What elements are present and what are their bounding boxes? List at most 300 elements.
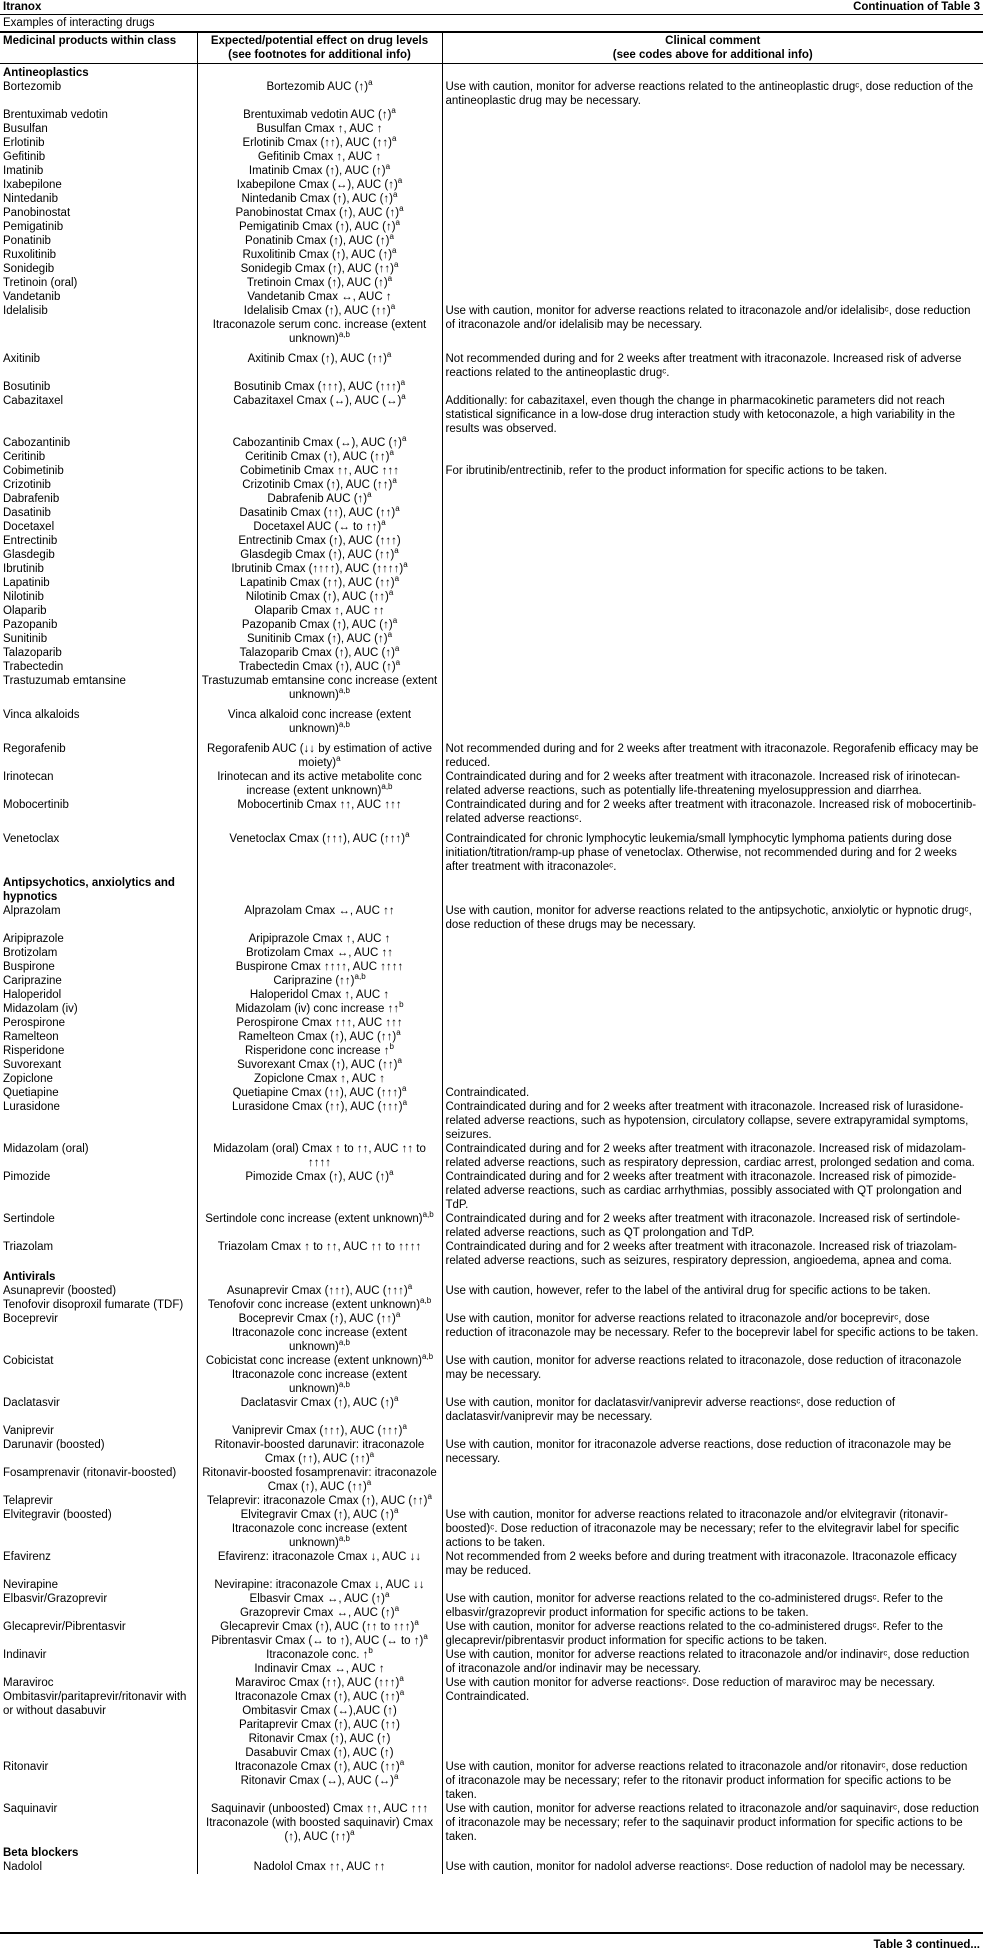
- table-row: [0, 1170, 983, 1212]
- footnote-marker: a: [392, 246, 397, 256]
- drug-name: Darunavir (boosted): [3, 1439, 105, 1451]
- effect-cell: [197, 1424, 442, 1438]
- effect-cell: [197, 1312, 442, 1354]
- effect-cell: [197, 304, 442, 352]
- clinical-comment: [442, 674, 983, 708]
- table-row: [0, 590, 983, 604]
- drug-name: Irinotecan: [3, 771, 54, 783]
- clinical-comment: [442, 1016, 983, 1030]
- drug-name: Lurasidone: [3, 1101, 60, 1113]
- effect-line: Bosutinib Cmax (↑↑↑), AUC (↑↑↑)$^a$: [233, 378, 406, 393]
- clinical-comment: Use with caution, monitor for adverse reactions related to the co-administered drugsᶜ. Refer to the elbasvir/grazoprevir product information for specific actions to be taken.: [445, 1593, 944, 1619]
- effect-line: Pemigatinib Cmax (↑), AUC (↑)$^a$: [238, 218, 400, 233]
- drug-name: Fosamprenavir (ritonavir-boosted): [3, 1467, 177, 1479]
- effect-line: Olaparib Cmax ↑, AUC ↑↑: [254, 605, 385, 617]
- drug-name: Ruxolitinib: [3, 249, 57, 261]
- effect-line: Pazopanib Cmax (↑), AUC (↑)$^a$: [241, 616, 398, 631]
- drug-name: Imatinib: [3, 165, 44, 177]
- footer-rule: [0, 1932, 983, 1934]
- footnote-marker: a: [385, 1590, 390, 1600]
- table-row: [0, 632, 983, 646]
- table-row: [0, 276, 983, 290]
- table-row: [0, 464, 983, 478]
- clinical-comment: [442, 178, 983, 192]
- effect-cell: [197, 450, 442, 464]
- footnote-marker: a: [397, 1056, 402, 1066]
- table-row: [0, 1284, 983, 1298]
- effect-line: Daclatasvir Cmax (↑), AUC (↑)$^a$: [240, 1394, 399, 1409]
- effect-line: Ombitasvir Cmax (↔),AUC (↑): [242, 1705, 397, 1717]
- footnote-marker: a: [387, 274, 393, 284]
- table-row: [0, 1676, 983, 1690]
- drug-name: Vinca alkaloids: [3, 709, 80, 721]
- clinical-comment: For ibrutinib/entrectinib, refer to the product information for specific actions to be taken.: [445, 465, 888, 477]
- table-row: [0, 192, 983, 206]
- table-row: [0, 562, 983, 576]
- drug-name: Erlotinib: [3, 137, 45, 149]
- effect-line: Cabazitaxel Cmax (↔), AUC (↔)$^a$: [233, 392, 406, 407]
- effect-line: Cobicistat conc increase (extent unknown)$^{a,b}$: [205, 1352, 434, 1367]
- drug-name: Aripiprazole: [3, 933, 64, 945]
- effect-line: Venetoclax Cmax (↑↑↑), AUC (↑↑↑)$^a$: [229, 830, 410, 845]
- footnote-marker: a,b: [421, 1352, 434, 1362]
- table-header-row: [0, 33, 983, 64]
- column-header-drug: Medicinal products within class: [0, 33, 197, 64]
- clinical-comment: [442, 604, 983, 618]
- clinical-comment: [442, 646, 983, 660]
- effect-line: Cariprazine (↑↑)$^{a,b}$: [273, 972, 366, 987]
- effect-cell: [197, 960, 442, 974]
- table-row: [0, 108, 983, 122]
- effect-line: Nadolol Cmax ↑↑, AUC ↑↑: [253, 1861, 386, 1873]
- effect-cell: [197, 534, 442, 548]
- table-row: [0, 832, 983, 874]
- footnote-marker: a: [399, 1674, 404, 1684]
- footnote-marker: a: [402, 1422, 407, 1432]
- footnote-marker: a: [393, 260, 399, 270]
- effect-line: Asunaprevir Cmax (↑↑↑), AUC (↑↑↑)$^a$: [226, 1282, 413, 1297]
- header-bar: [0, 0, 983, 15]
- clinical-comment: [442, 974, 983, 988]
- footnote-marker: a,b: [354, 972, 366, 982]
- effect-line: Sonidegib Cmax (↑), AUC (↑↑)$^a$: [240, 260, 399, 275]
- effect-cell: [197, 478, 442, 492]
- clinical-comment: Contraindicated during and for 2 weeks after treatment with itraconazole. Increased risk of mobocertinib-related adverse reactionsᶜ.: [445, 799, 977, 825]
- table-row: [0, 394, 983, 436]
- effect-line: Talazoparib Cmax (↑), AUC (↑)$^a$: [239, 644, 400, 659]
- footnote-marker: a: [399, 1758, 405, 1768]
- column-header-comment-line2: (see codes above for additional info): [612, 49, 813, 61]
- drug-name: Gefitinib: [3, 151, 46, 163]
- effect-line: Nevirapine: itraconazole Cmax ↓, AUC ↓↓: [214, 1579, 425, 1591]
- footnote-marker: a: [423, 1632, 428, 1642]
- effect-line: Dabrafenib AUC (↑)$^a$: [267, 490, 372, 505]
- clinical-comment: Contraindicated.: [445, 1087, 530, 1099]
- effect-line: Imatinib Cmax (↑), AUC (↑)$^a$: [248, 162, 391, 177]
- effect-cell: [197, 192, 442, 206]
- section-row: [0, 1268, 983, 1284]
- footnote-marker: a: [392, 476, 397, 486]
- clinical-comment: Use with caution, monitor for adverse reactions related to itraconazole and/or elvitegravir (ritonavir-boosted)ᶜ. Dose reduction of itraconazole may be necessary; refer to the elvitegravir label for specific actions to be taken.: [445, 1509, 960, 1549]
- table-row: [0, 1240, 983, 1268]
- effect-cell: [197, 520, 442, 534]
- effect-line: Crizotinib Cmax (↑), AUC (↑↑)$^a$: [242, 476, 397, 491]
- effect-line: Ixabepilone Cmax (↔), AUC (↑)$^a$: [236, 176, 403, 191]
- effect-cell: [197, 262, 442, 276]
- table-row: [0, 660, 983, 674]
- clinical-comment: Contraindicated.: [445, 1691, 530, 1703]
- effect-cell: [197, 1648, 442, 1676]
- effect-cell: [197, 932, 442, 946]
- drug-name: Lapatinib: [3, 577, 50, 589]
- effect-line: Ritonavir Cmax (↑), AUC (↑): [248, 1733, 391, 1745]
- drug-name: Tenofovir disoproxil fumarate (TDF): [3, 1299, 184, 1311]
- effect-line: Vandetanib Cmax ↔, AUC ↑: [247, 291, 392, 303]
- table-row: [0, 1690, 983, 1760]
- effect-line: Itraconazole conc increase (extent unknown)$^{a,b}$: [231, 1327, 408, 1353]
- drug-name: Dabrafenib: [3, 493, 60, 505]
- effect-cell: [197, 1044, 442, 1058]
- effect-line: Ceritinib Cmax (↑), AUC (↑↑)$^a$: [245, 448, 394, 463]
- footnote-marker: a: [350, 1828, 355, 1838]
- footnote-marker: a,b: [338, 1534, 350, 1544]
- effect-cell: [197, 1396, 442, 1424]
- clinical-comment: Use with caution, monitor for adverse reactions related to itraconazole and/or boceprevirᶜ, dose reduction of itraconazole may be necessary. Refer to the boceprevir label for specific actions to be taken.: [445, 1313, 979, 1339]
- footnote-marker: a: [401, 1084, 407, 1094]
- table-row: [0, 1424, 983, 1438]
- footnote-marker: a: [368, 78, 373, 88]
- effect-line: Bortezomib AUC (↑)$^a$: [266, 78, 373, 93]
- table-row: [0, 932, 983, 946]
- table-row: [0, 1592, 983, 1620]
- effect-cell: [197, 150, 442, 164]
- footnote-marker: a: [395, 504, 400, 514]
- table-row: [0, 436, 983, 450]
- effect-cell: [197, 708, 442, 742]
- clinical-comment: [442, 150, 983, 164]
- footnote-marker: a: [387, 630, 393, 640]
- clinical-comment: [442, 1030, 983, 1044]
- effect-line: Itraconazole (with boosted saquinavir) Cmax (↑), AUC (↑↑)$^a$: [206, 1817, 433, 1843]
- clinical-comment: [442, 1058, 983, 1072]
- drug-name: Talazoparib: [3, 647, 62, 659]
- table-row: [0, 1142, 983, 1170]
- effect-cell: [197, 1268, 442, 1284]
- drug-name: Alprazolam: [3, 905, 61, 917]
- effect-line: Entrectinib Cmax (↑), AUC (↑↑↑): [238, 535, 401, 547]
- effect-cell: [197, 464, 442, 478]
- effect-line: Haloperidol Cmax ↑, AUC ↑: [249, 989, 390, 1001]
- table-row: [0, 352, 983, 380]
- column-header-effect: [197, 33, 442, 64]
- clinical-comment: [442, 1494, 983, 1508]
- clinical-comment: Use with caution, monitor for adverse reactions related to the co-administered drugsᶜ. Refer to the glecaprevir/pibrentasvir product information for specific actions to be taken.: [445, 1621, 944, 1647]
- drug-name: Crizotinib: [3, 479, 51, 491]
- footnote-marker: a: [399, 1688, 405, 1698]
- table-row: [0, 304, 983, 352]
- clinical-comment: Use with caution, monitor for adverse reactions related to the antipsychotic, anxiolytic or hypnotic drugᶜ, dose reduction of these drugs may be necessary.: [445, 905, 972, 931]
- column-header-comment: [442, 33, 983, 64]
- drug-name: Axitinib: [3, 353, 41, 365]
- effect-line: Itraconazole Cmax (↑), AUC (↑↑)$^a$: [234, 1688, 405, 1703]
- clinical-comment: [442, 1578, 983, 1592]
- clinical-comment: [442, 136, 983, 150]
- clinical-comment: Use with caution, monitor for adverse reactions related to itraconazole and/or indinavirᶜ, dose reduction of itraconazole and/or indinavir may be necessary.: [445, 1649, 970, 1675]
- table-row: [0, 974, 983, 988]
- effect-line: Itraconazole conc increase (extent unknown)$^{a,b}$: [231, 1523, 408, 1549]
- section-heading: Antipsychotics, anxiolytics and hypnotics: [3, 877, 175, 903]
- footnote-marker: a: [389, 232, 394, 242]
- drug-name: Risperidone: [3, 1045, 65, 1057]
- effect-cell: [197, 1100, 442, 1142]
- table-row: [0, 1016, 983, 1030]
- clinical-comment: [442, 248, 983, 262]
- table-row: [0, 234, 983, 248]
- table-row: [0, 798, 983, 832]
- clinical-comment: [442, 450, 983, 464]
- clinical-comment: [442, 276, 983, 290]
- table-row: [0, 1044, 983, 1058]
- clinical-comment: Contraindicated during and for 2 weeks after treatment with itraconazole. Increased risk of pimozide-related adverse reactions, such as cardiac arrhythmias, possibly associated with QT prolongation and TdP.: [445, 1171, 962, 1211]
- drug-name: Venetoclax: [3, 833, 60, 845]
- column-header-effect-line1: Expected/potential effect on drug levels: [210, 35, 429, 47]
- footnote-marker: a: [396, 1028, 401, 1038]
- effect-line: Mobocertinib Cmax ↑↑, AUC ↑↑↑: [237, 799, 402, 811]
- clinical-comment: [442, 946, 983, 960]
- clinical-comment: [442, 874, 983, 904]
- clinical-comment: Use with caution, monitor for adverse reactions related to the antineoplastic drugᶜ, dose reduction of the antineoplastic drug may be necessary.: [445, 81, 974, 107]
- effect-line: Midazolam (oral) Cmax ↑ to ↑↑, AUC ↑↑ to ↑↑↑↑: [213, 1143, 426, 1169]
- effect-line: Suvorexant Cmax (↑), AUC (↑↑)$^a$: [237, 1056, 402, 1071]
- clinical-comment: Use with caution, monitor for nadolol adverse reactionsᶜ. Dose reduction of nadolol may be necessary.: [445, 1861, 966, 1873]
- clinical-comment: Use with caution, monitor for adverse reactions related to itraconazole and/or idelalisibᶜ, dose reduction of itraconazole and/or idelalisib may be necessary.: [445, 305, 971, 331]
- footnote-marker: a: [369, 1450, 375, 1460]
- clinical-comment: [442, 1002, 983, 1016]
- footnote-marker: a: [399, 204, 404, 214]
- effect-line: Lurasidone Cmax (↑↑), AUC (↑↑↑)$^a$: [231, 1098, 408, 1113]
- effect-line: Dasatinib Cmax (↑↑), AUC (↑↑)$^a$: [239, 504, 400, 519]
- clinical-comment: [442, 436, 983, 450]
- footnote-marker: a: [397, 176, 403, 186]
- table-row: [0, 1508, 983, 1550]
- effect-cell: [197, 164, 442, 178]
- effect-cell: [197, 1690, 442, 1760]
- table-row: [0, 520, 983, 534]
- table-row: [0, 1760, 983, 1802]
- footnote-marker: a: [381, 518, 386, 528]
- drug-name: Ritonavir: [3, 1761, 49, 1773]
- footnote-marker: b: [368, 1646, 373, 1656]
- footnote-marker: a: [392, 616, 398, 626]
- effect-line: Ritonavir-boosted darunavir: itraconazole Cmax (↑↑), AUC (↑↑)$^a$: [214, 1439, 425, 1465]
- effect-line: Lapatinib Cmax (↑↑), AUC (↑↑)$^a$: [239, 574, 400, 589]
- footnote-marker: a: [394, 644, 400, 654]
- drug-name: Ixabepilone: [3, 179, 62, 191]
- effect-cell: [197, 394, 442, 436]
- clinical-comment: [442, 576, 983, 590]
- effect-line: Pibrentasvir Cmax (↔ to ↑), AUC (↔ to ↑)$^a$: [211, 1632, 428, 1647]
- footnote-marker: a: [402, 1098, 408, 1108]
- table-row: [0, 576, 983, 590]
- table-row: [0, 1494, 983, 1508]
- effect-cell: [197, 632, 442, 646]
- drug-name: Perospirone: [3, 1017, 66, 1029]
- footnote-marker: a: [385, 162, 391, 172]
- drug-name: Mobocertinib: [3, 799, 69, 811]
- effect-line: Irinotecan and its active metabolite conc increase (extent unknown)$^{a,b}$: [217, 771, 422, 797]
- drug-name: Daclatasvir: [3, 1397, 60, 1409]
- column-header-comment-line1: Clinical comment: [665, 35, 761, 47]
- footnote-marker: a: [389, 1168, 394, 1178]
- table-row: [0, 1860, 983, 1874]
- effect-cell: [197, 1592, 442, 1620]
- footnote-marker: b: [389, 1042, 394, 1052]
- clinical-comment: [442, 262, 983, 276]
- section-heading: Beta blockers: [3, 1847, 79, 1859]
- table-row: [0, 742, 983, 770]
- effect-line: Cabozantinib Cmax (↔), AUC (↑)$^a$: [232, 434, 407, 449]
- clinical-comment: [442, 562, 983, 576]
- product-name: Itranox: [3, 1, 42, 13]
- clinical-comment: [442, 478, 983, 492]
- table-row: [0, 548, 983, 562]
- effect-cell: [197, 660, 442, 674]
- effect-cell: [197, 290, 442, 304]
- footnote-marker: a: [400, 378, 406, 388]
- drug-name: Haloperidol: [3, 989, 62, 1001]
- effect-line: Cobimetinib Cmax ↑↑, AUC ↑↑↑: [239, 465, 400, 477]
- effect-line: Efavirenz: itraconazole Cmax ↓, AUC ↓↓: [217, 1551, 422, 1563]
- footnote-marker: a: [393, 1506, 399, 1516]
- drug-name: Ponatinib: [3, 235, 51, 247]
- footnote-marker: a: [394, 574, 400, 584]
- drug-name: Cobimetinib: [3, 465, 64, 477]
- effect-cell: [197, 248, 442, 262]
- drug-name: Dasatinib: [3, 507, 51, 519]
- clinical-comment: Contraindicated during and for 2 weeks after treatment with itraconazole. Increased risk of irinotecan-related adverse reactions, such as potentially life-threatening myelosuppression and diarrhea.: [445, 771, 961, 797]
- effect-line: Buspirone Cmax ↑↑↑↑, AUC ↑↑↑↑: [235, 961, 404, 973]
- table-row: [0, 534, 983, 548]
- effect-line: Vinca alkaloid conc increase (extent unknown)$^{a,b}$: [227, 709, 412, 735]
- effect-line: Pimozide Cmax (↑), AUC (↑)$^a$: [245, 1168, 394, 1183]
- drug-name: Vaniprevir: [3, 1425, 54, 1437]
- drug-name: Idelalisib: [3, 305, 48, 317]
- effect-line: Risperidone conc increase ↑$^b$: [245, 1042, 394, 1057]
- table-row: [0, 492, 983, 506]
- footnote-marker: a: [395, 658, 401, 668]
- drug-name: Nevirapine: [3, 1579, 58, 1591]
- drug-name: Buspirone: [3, 961, 55, 973]
- table-row: [0, 1802, 983, 1844]
- effect-line: Quetiapine Cmax (↑↑), AUC (↑↑↑)$^a$: [232, 1084, 407, 1099]
- footnote-marker: a: [414, 1618, 419, 1628]
- footnote-marker: a: [403, 560, 408, 570]
- effect-cell: [197, 1016, 442, 1030]
- clinical-comment: [442, 932, 983, 946]
- effect-cell: [197, 1466, 442, 1494]
- drug-name: Tretinoin (oral): [3, 277, 78, 289]
- effect-line: Axitinib Cmax (↑), AUC (↑↑)$^a$: [247, 350, 392, 365]
- effect-cell: [197, 946, 442, 960]
- effect-line: Tenofovir conc increase (extent unknown)$^{a,b}$: [207, 1296, 432, 1311]
- drug-name: Entrectinib: [3, 535, 58, 547]
- clinical-comment: Use with caution, monitor for adverse reactions related to itraconazole and/or ritonavirᶜ, dose reduction of itraconazole may be necessary; refer to the ritonavir product information for specific actions to be taken.: [445, 1761, 968, 1801]
- effect-cell: [197, 1760, 442, 1802]
- table-row: [0, 122, 983, 136]
- effect-line: Elvitegravir Cmax (↑), AUC (↑)$^a$: [240, 1506, 399, 1521]
- table-row: [0, 1030, 983, 1044]
- effect-cell: [197, 1550, 442, 1578]
- footnote-marker: a: [386, 350, 392, 360]
- footnote-marker: a: [394, 546, 399, 556]
- section-heading: Antivirals: [3, 1271, 56, 1283]
- effect-line: Paritaprevir Cmax (↑), AUC (↑↑): [238, 1719, 401, 1731]
- effect-cell: [197, 1030, 442, 1044]
- effect-cell: [197, 206, 442, 220]
- clinical-comment: Not recommended from 2 weeks before and during treatment with itraconazole. Itraconazole efficacy may be reduced.: [445, 1551, 957, 1577]
- effect-cell: [197, 770, 442, 798]
- effect-cell: [197, 1058, 442, 1072]
- table-row: [0, 1100, 983, 1142]
- effect-line: Busulfan Cmax ↑, AUC ↑: [256, 123, 383, 135]
- table-row: [0, 478, 983, 492]
- footnote-marker: a: [336, 754, 341, 764]
- clinical-comment: [442, 122, 983, 136]
- clinical-comment: Contraindicated during and for 2 weeks after treatment with itraconazole. Increased risk of sertindole-related adverse reactions, such as QT prolongation and TdP.: [445, 1213, 961, 1239]
- clinical-comment: [442, 192, 983, 206]
- table-row: [0, 1354, 983, 1396]
- drug-name: Busulfan: [3, 123, 48, 135]
- clinical-comment: Use with caution, monitor for itraconazole adverse reactions, dose reduction of itraconazole may be necessary.: [445, 1439, 952, 1465]
- table-row: [0, 904, 983, 932]
- table-subtitle: Examples of interacting drugs: [0, 15, 983, 33]
- section-row: [0, 874, 983, 904]
- effect-line: Erlotinib Cmax (↑↑), AUC (↑↑)$^a$: [242, 134, 397, 149]
- drug-name: Efavirenz: [3, 1551, 51, 1563]
- effect-line: Ponatinib Cmax (↑), AUC (↑)$^a$: [245, 232, 394, 247]
- effect-cell: [197, 352, 442, 380]
- effect-line: Regorafenib AUC (↓↓ by estimation of active moiety)$^a$: [207, 743, 432, 769]
- footnote-marker: a: [390, 302, 396, 312]
- drug-name: Glecaprevir/Pibrentasvir: [3, 1621, 126, 1633]
- clinical-comment: Not recommended during and for 2 weeks after treatment with itraconazole. Regorafenib efficacy may be reduced.: [445, 743, 979, 769]
- footnote-marker: a: [392, 134, 397, 144]
- drug-name: Pemigatinib: [3, 221, 64, 233]
- effect-line: Ritonavir-boosted fosamprenavir: itraconazole Cmax (↑), AUC (↑↑)$^a$: [202, 1467, 437, 1493]
- clinical-comment: [442, 548, 983, 562]
- table-row: [0, 646, 983, 660]
- clinical-comment: [442, 618, 983, 632]
- drug-name: Asunaprevir (boosted): [3, 1285, 117, 1297]
- table-row: [0, 960, 983, 974]
- drug-name: Panobinostat: [3, 207, 71, 219]
- table-row: [0, 178, 983, 192]
- clinical-comment: [442, 590, 983, 604]
- drug-name: Saquinavir: [3, 1803, 58, 1815]
- footnote-marker: a: [366, 1478, 372, 1488]
- effect-line: Trastuzumab emtansine conc increase (extent unknown)$^{a,b}$: [201, 675, 438, 701]
- clinical-comment: Contraindicated during and for 2 weeks after treatment with itraconazole. Increased risk of triazolam-related adverse reactions, such as seizures, respiratory depression, angioedema, apnea and coma.: [445, 1241, 957, 1267]
- clinical-comment: [442, 220, 983, 234]
- effect-cell: [197, 64, 442, 81]
- clinical-comment: Use with caution, monitor for daclatasvir/vaniprevir adverse reactionsᶜ, dose reduction of daclatasvir/vaniprevir may be necessary.: [445, 1397, 896, 1423]
- effect-line: Midazolam (iv) conc increase ↑↑$^b$: [235, 1000, 404, 1015]
- clinical-comment: Contraindicated during and for 2 weeks after treatment with itraconazole. Increased risk of lurasidone-related adverse reactions, such as hypotension, circulatory collapse, severe extrapyramidal symptoms, seizures.: [445, 1101, 969, 1141]
- table-row: [0, 80, 983, 108]
- clinical-comment: Contraindicated during and for 2 weeks after treatment with itraconazole. Increased risk of midazolam-related adverse reactions, such as respiratory depression, cardiac arrest, prolonged sedation and coma.: [445, 1143, 975, 1169]
- table-row: [0, 1396, 983, 1424]
- drug-name: Ibrutinib: [3, 563, 44, 575]
